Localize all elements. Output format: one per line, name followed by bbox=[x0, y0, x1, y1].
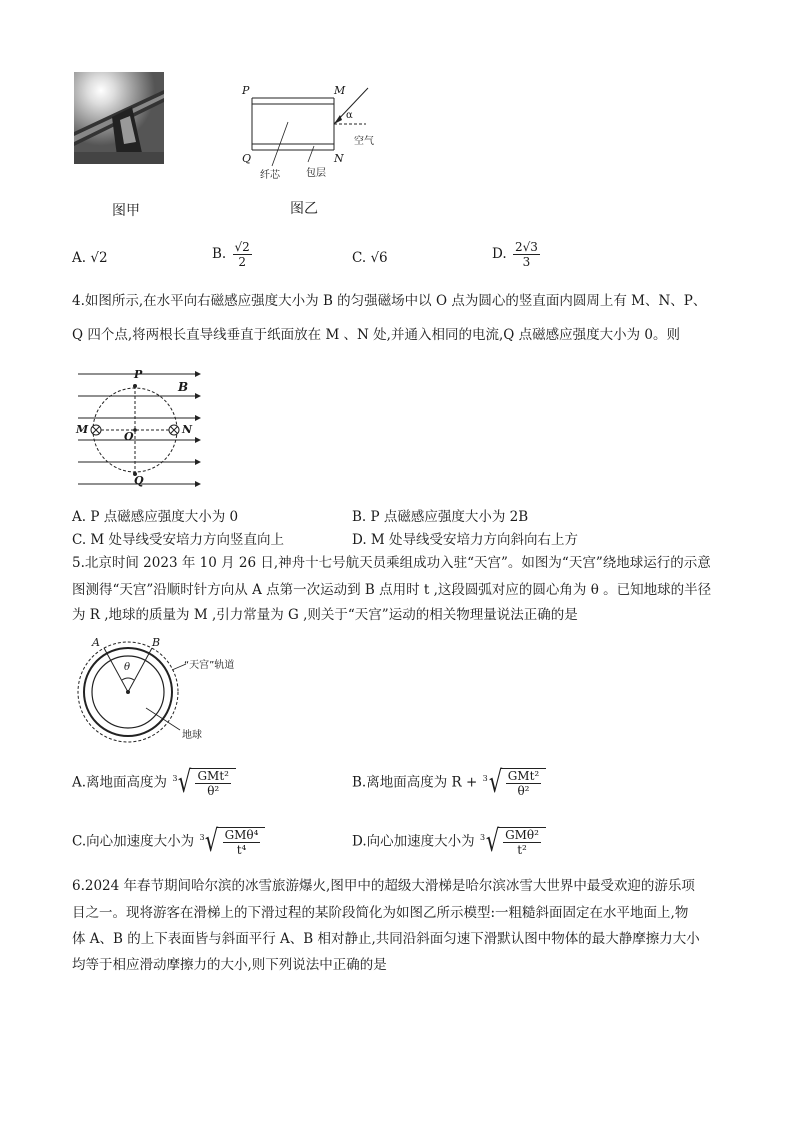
q5-option-a: A.离地面高度为 3 √ $\frac{\text{GMt²}}{\text{θ²}}$ bbox=[72, 768, 236, 798]
label-M: M bbox=[76, 423, 89, 436]
q4-stem-line2: Q 四个点,将两根长直导线垂直于纸面放在 M 、N 处,并通入相同的电流,Q 点磁感应强度大小为 0。则 bbox=[72, 327, 680, 343]
label-N: N bbox=[182, 423, 193, 436]
label-air: 空气 bbox=[354, 136, 374, 147]
label-P: P bbox=[242, 84, 250, 97]
q6-stem-line1: 6.2024 年春节期间哈尔滨的冰雪旅游爆火,图甲中的超级大滑梯是哈尔滨冰雪大世界中最受欢迎的游乐项 bbox=[72, 878, 695, 894]
q5-stem-line2: 图测得“天宫”沿顺时针方向从 A 点第一次运动到 B 点用时 t ,这段圆弧对应的圆心角为 θ 。已知地球的半径 bbox=[72, 582, 712, 598]
label-P: P bbox=[134, 368, 143, 381]
label-Q: Q bbox=[242, 152, 252, 165]
photo-figure bbox=[74, 72, 164, 164]
label-B: B bbox=[152, 636, 161, 649]
diagram-caption: 图乙 bbox=[290, 201, 318, 217]
q3-option-a: A. √2 bbox=[72, 250, 108, 266]
orbit-diagram bbox=[74, 634, 264, 744]
q4-option-d: D. M 处导线受安培力方向斜向右上方 bbox=[352, 532, 579, 548]
q6-stem-line3: 体 A、B 的上下表面皆与斜面平行 A、B 相对静止,共同沿斜面匀速下滑默认图中物体的最大静摩擦力大小 bbox=[72, 931, 700, 947]
magnetic-field-diagram bbox=[74, 362, 214, 492]
label-core: 纤芯 bbox=[260, 170, 280, 181]
q4-option-a: A. P 点磁感应强度大小为 0 bbox=[72, 509, 239, 525]
q5-stem-line1: 5.北京时间 2023 年 10 月 26 日,神舟十七号航天员乘组成功入驻“天宫”。如图为“天宫”绕地球运行的示意 bbox=[72, 555, 711, 571]
q4-stem-line1: 4.如图所示,在水平向右磁感应强度大小为 B 的匀强磁场中以 O 点为圆心的竖直面内圆周上有 M、N、P、 bbox=[72, 293, 707, 309]
q5-option-d: D.向心加速度大小为 3 √ $\frac{\text{GMθ²}}{\text{t²}}$ bbox=[352, 827, 546, 857]
label-N: N bbox=[334, 152, 344, 165]
q5-option-c: C.向心加速度大小为 3 √ $\frac{\text{GMθ⁴}}{\text{t⁴}}$ bbox=[72, 827, 265, 857]
q3-option-b: B. $\frac{√2}{2}$ bbox=[212, 240, 250, 269]
label-cladding: 包层 bbox=[306, 168, 326, 179]
q5-stem-line3: 为 R ,地球的质量为 M ,引力常量为 G ,则关于“天宫”运动的相关物理量说法正确的是 bbox=[72, 607, 578, 623]
label-orbit: “天宫”轨道 bbox=[184, 660, 235, 671]
label-M: M bbox=[334, 84, 346, 97]
q5-option-b: B.离地面高度为 R + 3 √ $\frac{\text{GMt²}}{\text{θ²}}$ bbox=[352, 768, 546, 798]
q6-stem-line4: 均等于相应滑动摩擦力的大小,则下列说法中正确的是 bbox=[72, 957, 387, 973]
label-Q: Q bbox=[134, 474, 144, 487]
label-earth: 地球 bbox=[182, 730, 202, 741]
q4-option-c: C. M 处导线受安培力方向竖直向上 bbox=[72, 532, 285, 548]
photo-caption: 图甲 bbox=[112, 203, 140, 219]
label-alpha: α bbox=[346, 110, 353, 121]
label-B: B bbox=[178, 380, 189, 394]
label-theta: θ bbox=[124, 662, 131, 673]
q6-stem-line2: 目之一。现将游客在滑梯上的下滑过程的某阶段简化为如图乙所示模型:一粗糙斜面固定在水平地面上,物 bbox=[72, 905, 689, 921]
fiber-diagram bbox=[236, 78, 386, 188]
label-O: O bbox=[124, 430, 134, 443]
q4-option-b: B. P 点磁感应强度大小为 2B bbox=[352, 509, 529, 525]
q3-option-c: C. √6 bbox=[352, 250, 388, 266]
label-A: A bbox=[92, 636, 100, 649]
q3-option-d: D. $\frac{2√3}{3}$ bbox=[492, 240, 538, 269]
